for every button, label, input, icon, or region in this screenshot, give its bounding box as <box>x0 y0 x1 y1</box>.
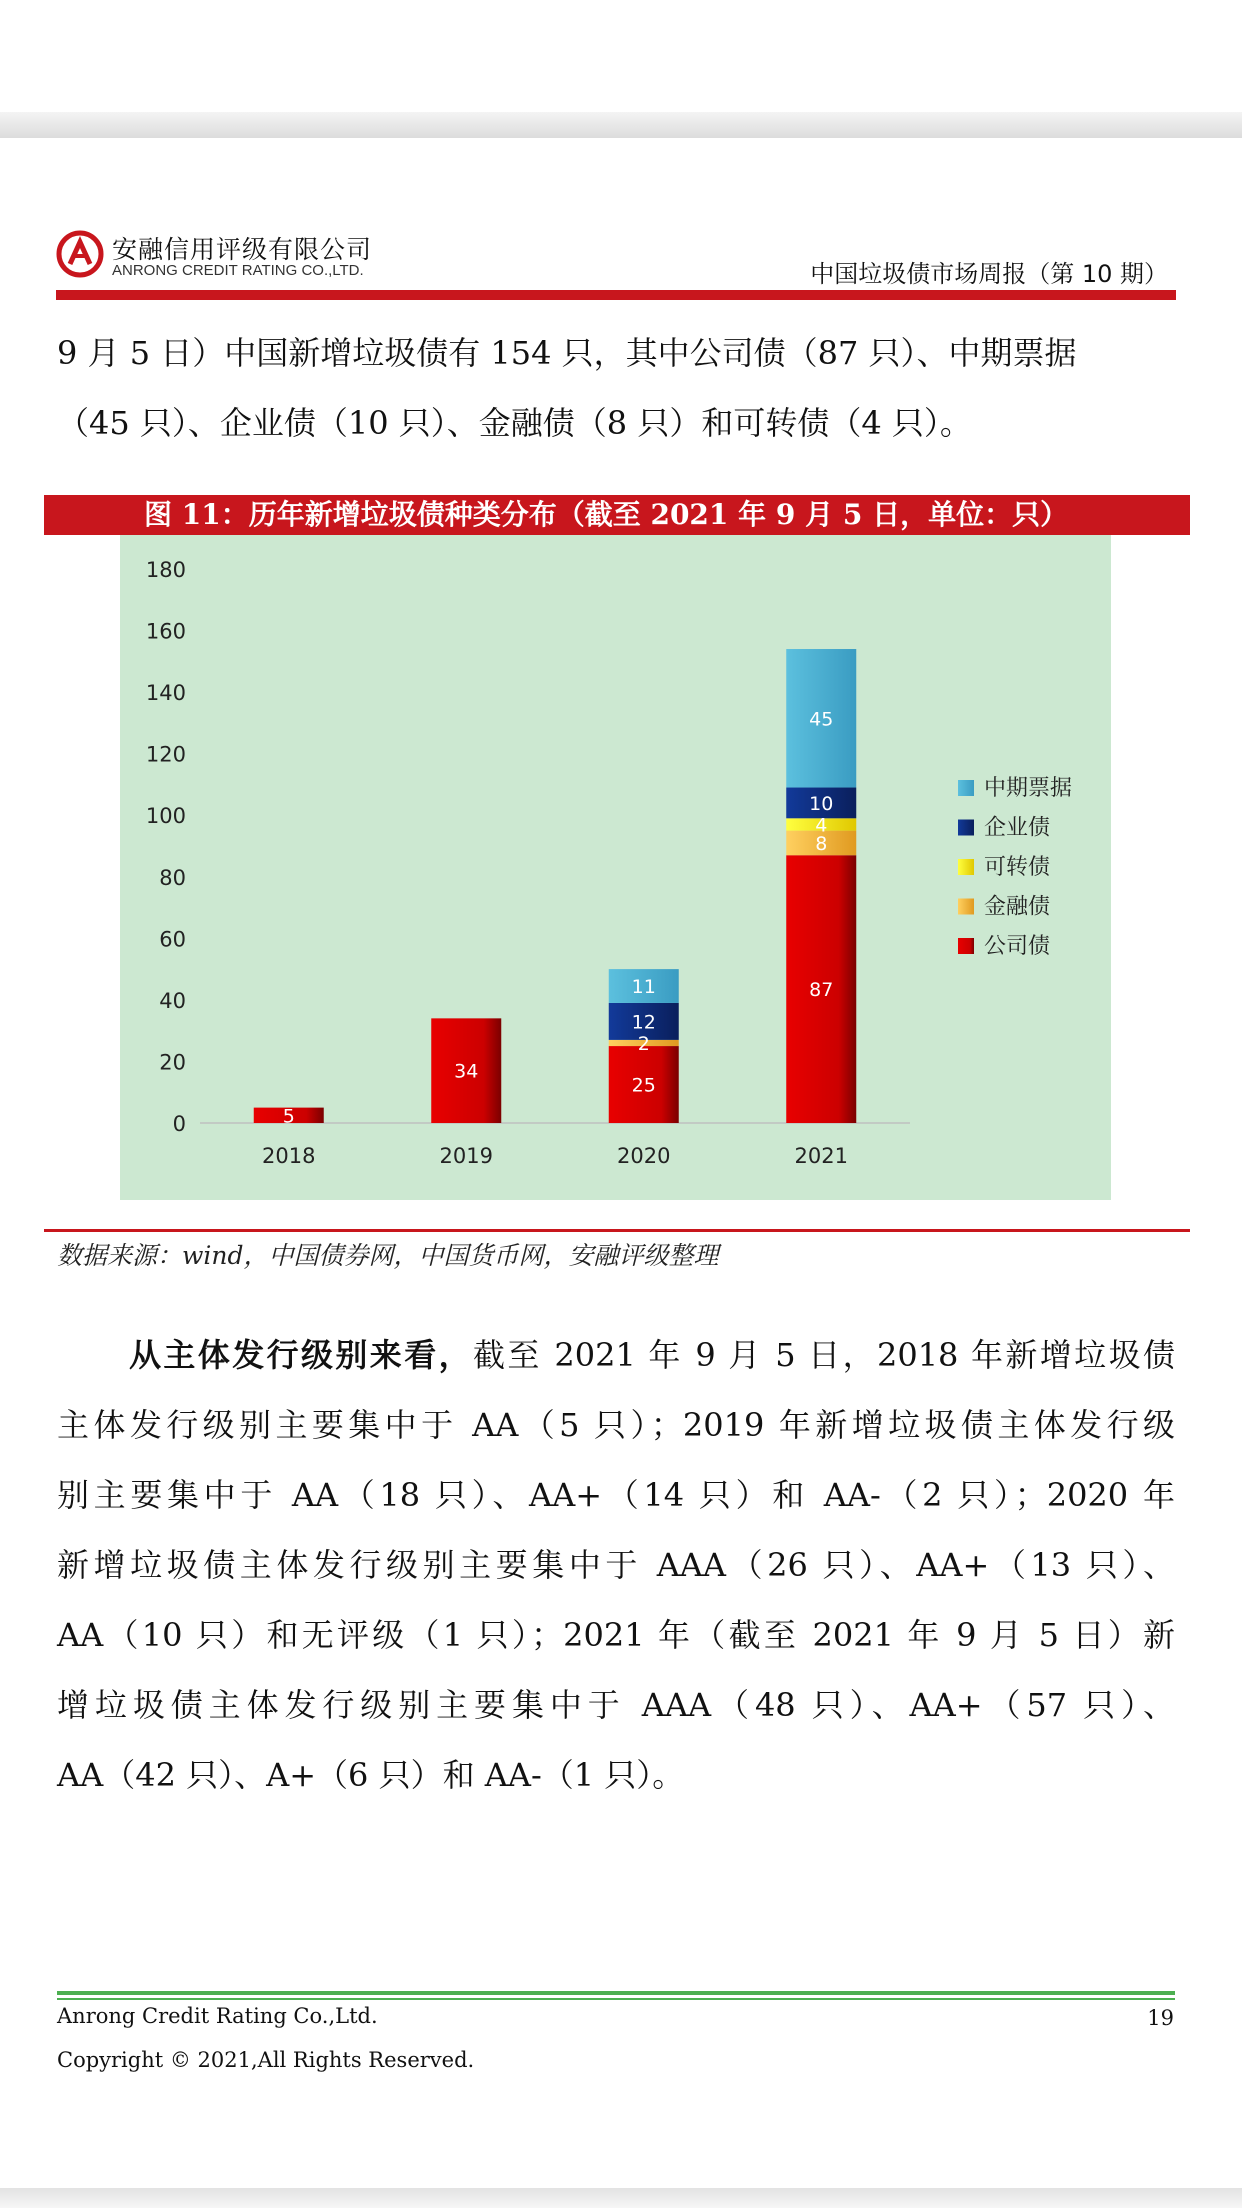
stacked-bar-chart <box>120 535 1111 1200</box>
legend-swatch-0 <box>958 780 974 796</box>
y-tick-label-20: 20 <box>159 1050 186 1075</box>
figure-title: 图 11：历年新增垃圾债种类分布（截至 2021 年 9 月 5 日，单位：只） <box>44 495 1190 535</box>
anrong-logo-icon <box>56 230 104 278</box>
footer-rule-thin <box>57 1998 1175 2000</box>
data-label-2018-series-0: 5 <box>282 1105 295 1128</box>
page-number: 19 <box>1147 2006 1174 2030</box>
data-label-2020-series-1: 2 <box>637 1032 650 1055</box>
legend-label-0: 中期票据 <box>984 776 1073 801</box>
intro-paragraph <box>57 318 1175 458</box>
data-label-2020-series-3: 12 <box>631 1011 656 1034</box>
y-tick-label-80: 80 <box>159 865 186 890</box>
analysis-line-6: 增垃圾债主体发行级别主要集中于 AAA（48 只）、AA+（57 只）、 <box>57 1686 1175 1724</box>
page-header <box>56 228 1176 298</box>
company-name-cn: 安融信用评级有限公司 <box>112 235 373 264</box>
data-label-2021-series-1: 8 <box>815 832 828 855</box>
y-tick-label-120: 120 <box>145 742 186 767</box>
x-tick-label-2018: 2018 <box>262 1144 316 1168</box>
analysis-line-2: 主体发行级别主要集中于 AA（5 只）；2019 年新增垃圾债主体发行级 <box>57 1406 1175 1444</box>
analysis-line-1 <box>57 1320 1175 1390</box>
intro-line-2: （45 只）、企业债（10 只）、金融债（8 只）和可转债（4 只）。 <box>57 404 972 442</box>
report-title: 中国垃圾债市场周报（第 10 期） <box>810 260 1168 288</box>
legend-label-3: 金融债 <box>984 894 1051 920</box>
data-label-2021-series-4: 45 <box>809 708 834 731</box>
x-tick-label-2019: 2019 <box>439 1144 493 1168</box>
legend-swatch-4 <box>958 938 974 954</box>
analysis-line-7: AA（42 只）、A+（6 只）和 AA-（1 只）。 <box>57 1756 685 1794</box>
analysis-line-1-text: 截至 2021 年 9 月 5 日，2018 年新增垃圾债 <box>473 1336 1175 1374</box>
legend-label-2: 可转债 <box>984 855 1051 880</box>
analysis-line-3: 别主要集中于 AA（18 只）、AA+（14 只）和 AA-（2 只）；2020 年 <box>57 1476 1175 1514</box>
legend-swatch-1 <box>958 820 974 836</box>
y-tick-label-180: 180 <box>145 558 186 582</box>
analysis-line-4: 新增垃圾债主体发行级别主要集中于 AAA（26 只）、AA+（13 只）、 <box>57 1546 1175 1584</box>
analysis-paragraph <box>57 1320 1175 1810</box>
y-tick-label-40: 40 <box>159 988 186 1013</box>
y-tick-label-100: 100 <box>145 804 186 829</box>
company-name-en: ANRONG CREDIT RATING CO.,LTD. <box>112 262 364 279</box>
footer-rule-thick <box>57 1991 1175 1995</box>
figure-source: 数据来源：wind，中国债券网，中国货币网，安融评级整理 <box>57 1241 719 1270</box>
x-tick-label-2020: 2020 <box>617 1144 671 1168</box>
legend-swatch-2 <box>958 859 974 875</box>
legend-label-1: 企业债 <box>984 815 1051 841</box>
data-label-2021-series-3: 10 <box>809 792 834 815</box>
intro-line-1: 9 月 5 日）中国新增垃圾债有 154 只，其中公司债（87 只）、中期票据 <box>57 334 1077 372</box>
data-label-2020-series-0: 25 <box>631 1074 656 1097</box>
top-page-band <box>0 112 1242 138</box>
legend-label-4: 公司债 <box>984 934 1051 959</box>
y-tick-label-160: 160 <box>145 619 186 644</box>
data-label-2019-series-0: 34 <box>454 1060 479 1083</box>
footer-company: Anrong Credit Rating Co.,Ltd. <box>57 2004 378 2028</box>
bottom-page-band <box>0 2188 1242 2208</box>
analysis-line-5: AA（10 只）和无评级（1 只）；2021 年（截至 2021 年 9 月 5 日）新 <box>57 1616 1175 1654</box>
y-tick-label-0: 0 <box>172 1112 186 1136</box>
footer-copyright: Copyright © 2021,All Rights Reserved. <box>57 2048 475 2072</box>
header-rule <box>56 290 1176 300</box>
figure-bottom-rule <box>44 1229 1190 1232</box>
y-tick-label-140: 140 <box>145 681 186 706</box>
analysis-lead: 从主体发行级别来看， <box>129 1336 473 1374</box>
y-tick-label-60: 60 <box>159 927 186 952</box>
data-label-2021-series-0: 87 <box>809 979 834 1002</box>
data-label-2021-series-2: 4 <box>815 814 828 837</box>
legend-swatch-3 <box>958 899 974 915</box>
x-tick-label-2021: 2021 <box>794 1144 848 1168</box>
data-label-2020-series-4: 11 <box>631 976 656 999</box>
